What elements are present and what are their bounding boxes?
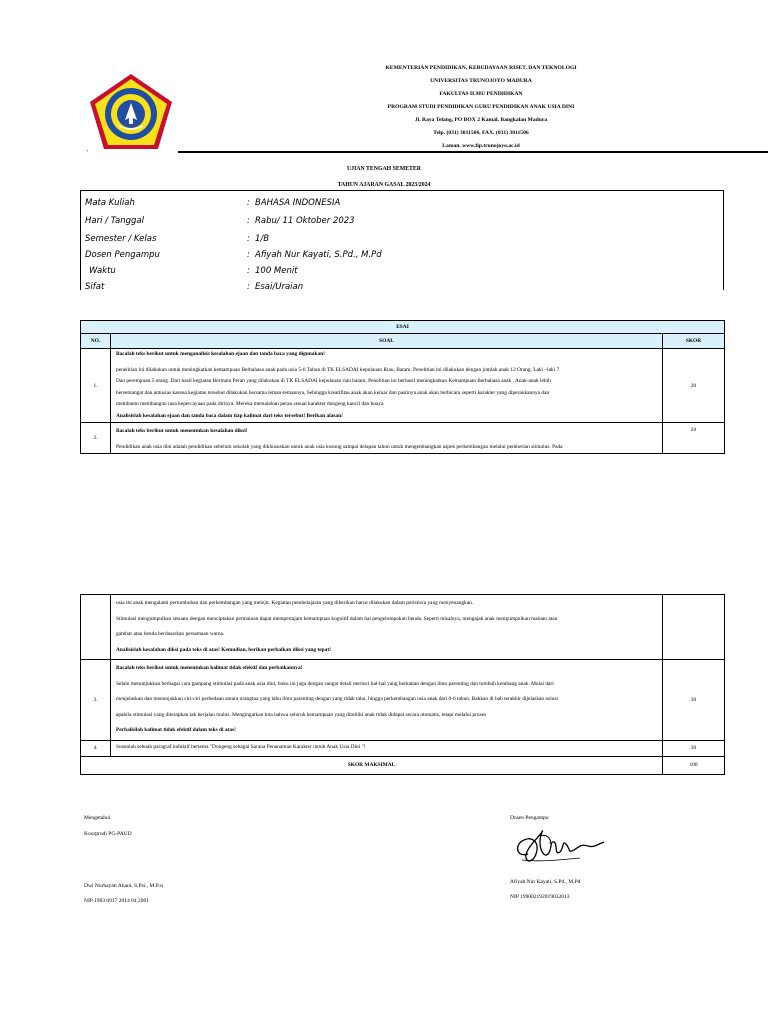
info-label: Mata Kuliah <box>85 198 135 208</box>
letterhead-divider <box>178 151 768 153</box>
info-value: Afiyah Nur Kayati, S.Pd., M.Pd <box>255 250 382 260</box>
signer-role: Dosen Pengampu <box>510 815 549 821</box>
question-text: Susunlah sebuah paragraf induktif bertema "Dongeng sebagai Sarana Penanaman Karakter untuk Anak Usia Dini "! <box>111 740 663 756</box>
info-value: 100 Menit <box>255 266 298 276</box>
passage-line: penelitian ini dilakukan untuk meningkatkan kemampuan Berbahasa anak pada usia 5-6 Tahun di TK ELSADAI kepulauan Riau, Batam. Penelitian ini dilakukan dengan jumlah anak 12 Orang. Laki –laki 7 <box>116 366 560 373</box>
info-label: Semester / Kelas <box>85 234 157 244</box>
info-value: BAHASA INDONESIA <box>255 198 341 208</box>
info-value: Esai/Uraian <box>255 282 304 290</box>
table-header-row <box>81 334 725 349</box>
university-name: UNIVERSITAS TRUNOJOYO MADURA <box>430 78 532 84</box>
table-row <box>81 349 725 423</box>
passage-line: usia itu anak mengalami pertumbuhan dan perkembangan yang melejit. Kegiatan pembelajaran yang diberikan harus dilakukan dalam peristiwa yang menyenangkan. <box>116 600 474 606</box>
info-row-course: Mata Kuliah : BAHASA INDONESIA <box>85 198 341 208</box>
signature-right <box>510 812 610 903</box>
passage-line: Selain menunjukkan berbagai cara gampang stimulasi pada anak usia dini, buku ini juga dengan sangat detail merinci hal-hal yang berkaitan dengan ilmu parenting dan tumbuh kembang anak. Mulai dari <box>116 680 554 687</box>
question-score: 30 <box>663 740 725 756</box>
question-instruction: Bacalah teks berikut untuk menganalisis kesalahan ejaan dan tanda baca yang digunakan! <box>116 351 325 357</box>
website: Laman. www.fip.trunojoyo.ac.id <box>442 143 520 149</box>
passage-line: membantu membangun rasa kepercayaan pada dirinya. Mereka memainkan peran sesuai karakter dongeng kancil dan buaya <box>116 401 384 407</box>
passage-line: Pendidikan anak usia dini adalah pendidikan sebelum sekolah yang dikhususkan untuk anak usia kosong sampai delapan tahun untuk mengembangkan aspek perkembangan melalui pemberian stimulus. Pada <box>116 443 563 450</box>
question-instruction: Bacalah teks berikut untuk menentukan kalimat tidak efektif dan perbaikannya! <box>116 665 303 671</box>
question-text <box>111 349 663 423</box>
info-value: 1/B <box>255 234 270 244</box>
signer-role: Mengetahui <box>84 815 111 821</box>
question-text <box>111 660 663 741</box>
phone-fax: Telp. (031) 3011506, FAX. (031) 3011506 <box>433 130 529 136</box>
question-score: 20 <box>663 423 725 454</box>
passage-line: Stimulasi mengumpulkan sesuatu dengan menciptakan permainan dapat mempertajam kemampuan kognitif dalam hal pengelompokan benda. Seperti misalnya, mengajak anak mengumpulkan mainan atau <box>116 615 558 622</box>
info-label: Sifat <box>85 282 105 290</box>
program-name: PROGRAM STUDI PENDIDIKAN GURU PENDIDIKAN ANAK USIA DINI <box>387 104 575 110</box>
question-score: 30 <box>663 660 725 741</box>
col-skor-header: SKOR <box>663 334 725 349</box>
section-title: ESAI <box>81 321 725 334</box>
question-text <box>111 423 663 454</box>
letterhead-text <box>246 62 716 153</box>
handwritten-signature <box>510 824 610 872</box>
address: Jl. Raya Telang, PO BOX 2 Kamal, Bangkalan Madura <box>414 117 548 123</box>
signer-name: Dwi Nurhayati Ahani, S.Psi., M.P.si <box>84 883 164 889</box>
info-label: Hari / Tanggal <box>85 216 144 226</box>
question-number: 4. <box>81 740 111 756</box>
signer-position: Koorprodi PG-PAUD <box>84 831 132 837</box>
signer-nip: NIP 199002192019032013 <box>510 894 570 900</box>
table-row <box>81 660 725 741</box>
exam-title: UJIAN TENGAH SEMETER <box>347 166 421 172</box>
stray-mark: ' <box>87 150 89 156</box>
passage-line: gambar atau benda berdasarkan persamaan warna. <box>116 631 225 637</box>
faculty-name: FAKULTAS ILMU PENDIDIKAN <box>439 91 523 97</box>
info-row-type: Sifat : Esai/Uraian <box>85 282 304 290</box>
essay-table <box>80 320 725 454</box>
question-task: Perbaikilah kalimat tidak efektif dalam teks di atas! <box>116 727 236 733</box>
question-task: Analisislah kesalahan diksi pada teks di atas! Kemudian, berikan perbaikan diksi yang tepat! <box>116 646 331 653</box>
question-text <box>111 595 663 660</box>
university-logo <box>86 72 176 152</box>
question-score: 20 <box>663 349 725 423</box>
info-row-date: Hari / Tanggal : Rabu/ 11 Oktober 2023 <box>85 216 355 226</box>
col-soal-header: SOAL <box>111 334 663 349</box>
question-instruction: Bacalah teks berikut untuk menentukan kesalahan diksi! <box>116 428 248 434</box>
signer-name: Afiyah Nur Kayati, S.Pd., M.Pd <box>510 879 581 885</box>
info-value: Rabu/ 11 Oktober 2023 <box>255 216 355 226</box>
signature-left <box>84 812 163 907</box>
total-label: SKOR MAKSIMAL <box>81 756 663 774</box>
passage-line: bersemangat dan antusias karena kegiatan tersebut dilakukan bersama teman-temannya, Sehingga kreatifitas anak akan keluar dan pastinya anak akan berbicara seperti karakter yang diperankannya dan <box>116 389 550 396</box>
question-number: 2. <box>81 423 111 454</box>
info-row-semester: Semester / Kelas : 1/B <box>85 234 270 244</box>
exam-info-box <box>80 190 724 290</box>
total-score: 100 <box>663 756 725 774</box>
table-row <box>81 423 725 454</box>
section-header-row <box>81 321 725 334</box>
question-task: Analisislah kesalahan ejaan dan tanda baca dalam tiap kalimat dari teks tersebut! Berikan alasan! <box>116 412 343 419</box>
passage-line: Dan perempuan 5 orang. Dari hasil kegiatan Bermain Peran yang dilakukan di TK ELSADAI kepulauan riau batam, Penelitian ini berhasil meningkatkan Kemampuan Berbahasa anak . Anak-anak lebih <box>116 378 551 384</box>
info-row-duration: Waktu : 100 Menit <box>89 266 298 276</box>
ministry-name: KEMENTERIAN PENDIDIKAN, KEBUDAYAAN RISET, DAN TEKNOLOGI <box>385 65 577 71</box>
signer-nip: NIP 1983 0917 2014 04 2001 <box>84 898 150 904</box>
col-no-header: NO. <box>81 334 111 349</box>
passage-line: menjelaskan dan menunjukkan ciri-ciri perbedaan antara orangtua yang tahu ilmu parenting dengan yang tidak tahu, hingga perkembangan usia anak dari 0-6 tahun. Bahkan di bab terakhir dijelaskan solusi <box>116 696 559 702</box>
table-row <box>81 595 725 660</box>
info-label: Dosen Pengampu <box>85 250 160 260</box>
info-row-lecturer: Dosen Pengampu : Afiyah Nur Kayati, S.Pd., M.Pd <box>85 250 382 260</box>
letterhead <box>86 62 726 158</box>
passage-line: apabila stimulasi yang diterapkan tak berjalan mulus. Mengingatkan kita bahwa seluruh kemampuan yang dimiliki anak tidak didapat secara otomatis, tetapi melalui proses <box>116 711 487 718</box>
question-number: 1. <box>81 349 111 423</box>
info-label: Waktu <box>89 266 116 276</box>
total-row <box>81 756 725 774</box>
question-number: 3. <box>81 660 111 741</box>
essay-table-continued <box>80 594 725 775</box>
academic-year: TAHUN AJARAN GASAL 2023/2024 <box>337 182 431 188</box>
table-row <box>81 740 725 756</box>
